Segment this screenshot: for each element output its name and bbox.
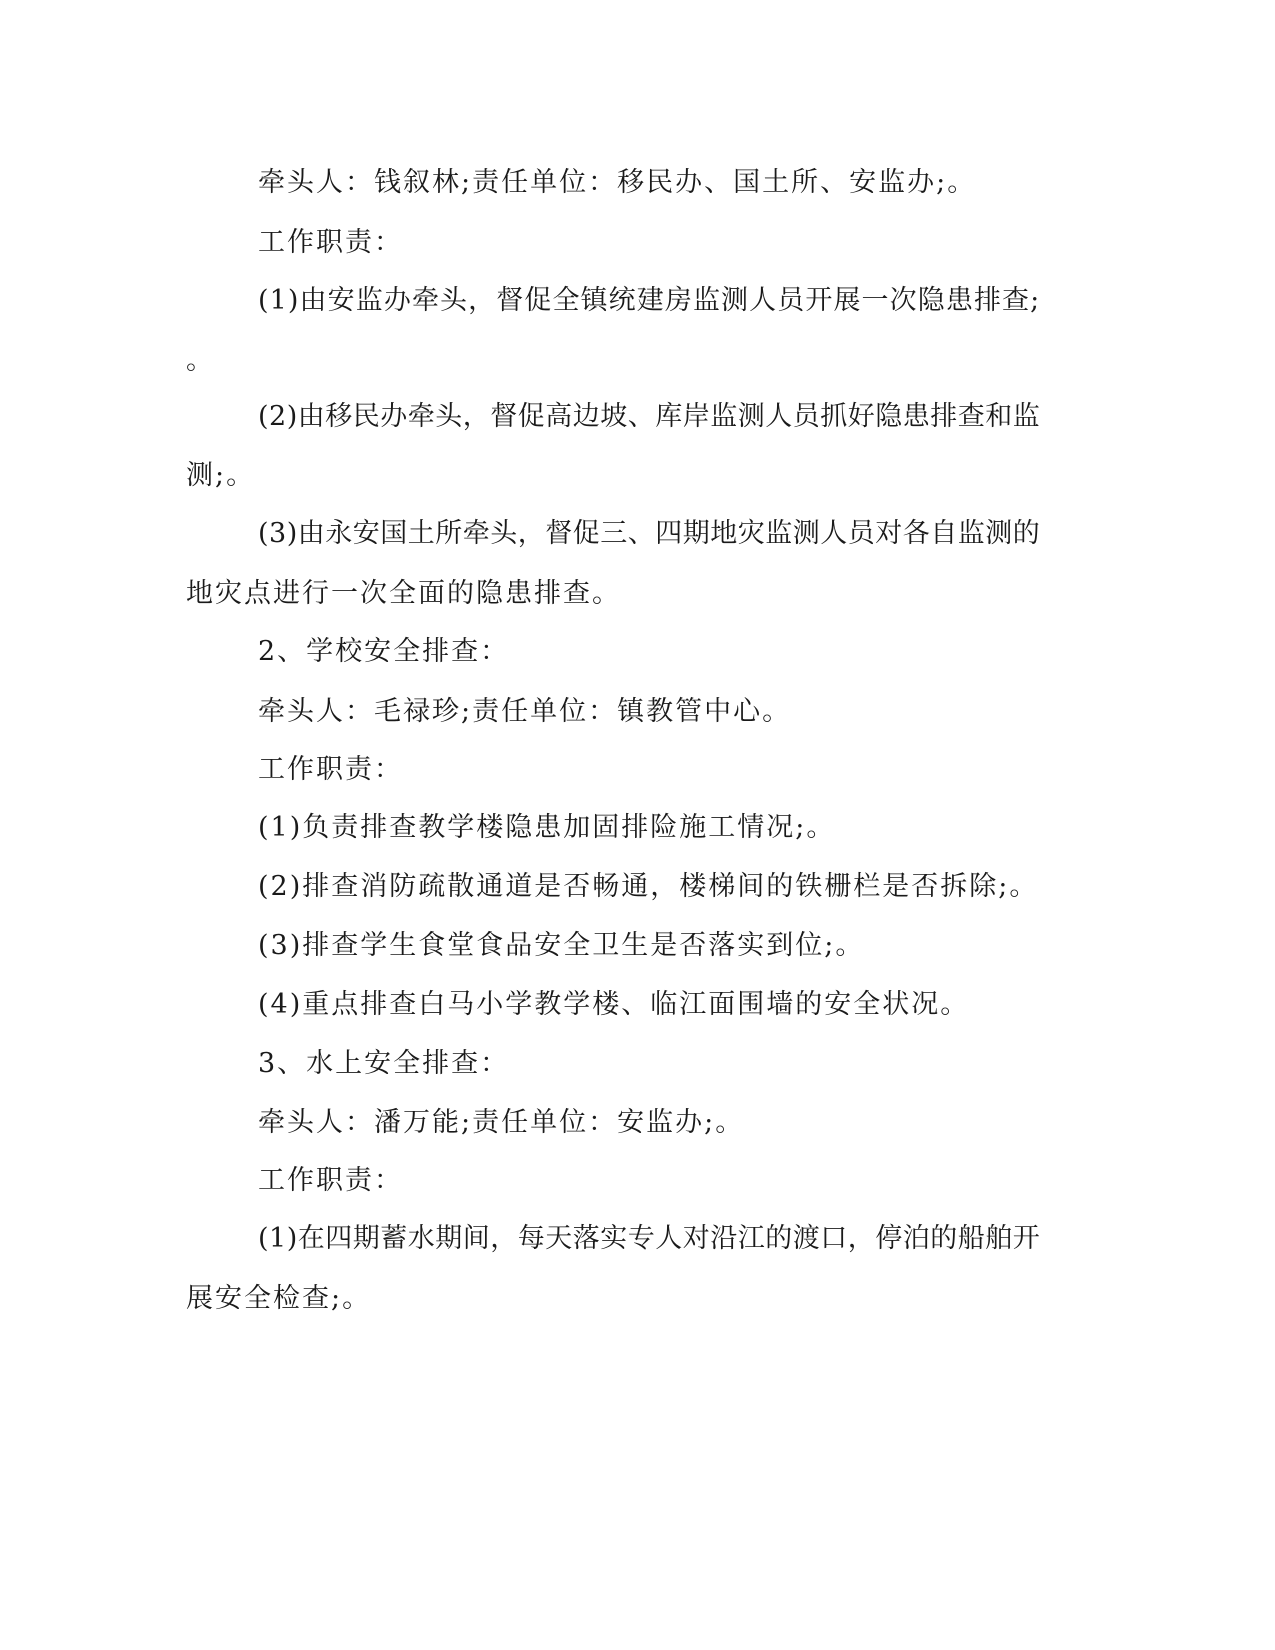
- duty-item-continuation: 测;。: [186, 460, 256, 491]
- lead-person-line: 牵头人：钱叙林;责任单位：移民办、国土所、安监办;。: [258, 167, 977, 198]
- duty-item: (4)重点排查白马小学教学楼、临江面围墙的安全状况。: [258, 989, 970, 1020]
- duty-item: (2)由移民办牵头，督促高边坡、库岸监测人员抓好隐患排查和监: [258, 401, 1041, 432]
- duty-item: (1)负责排查教学楼隐患加固排险施工情况;。: [258, 812, 836, 843]
- duty-item: (1)由安监办牵头，督促全镇统建房监测人员开展一次隐患排查;: [258, 285, 1041, 316]
- duty-item-continuation: 展安全检查;。: [186, 1283, 372, 1314]
- duty-item-continuation: 地灾点进行一次全面的隐患排查。: [186, 578, 621, 609]
- section-heading: 2、学校安全排查：: [258, 636, 510, 667]
- lead-person-line: 牵头人：毛禄珍;责任单位：镇教管中心。: [258, 696, 792, 727]
- duty-item: (3)由永安国土所牵头，督促三、四期地灾监测人员对各自监测的: [258, 518, 1041, 549]
- section-heading: 3、水上安全排查：: [258, 1048, 510, 1079]
- duties-heading: 工作职责：: [258, 754, 403, 785]
- duty-item: (3)排查学生食堂食品安全卫生是否落实到位;。: [258, 930, 865, 961]
- duties-heading: 工作职责：: [258, 227, 403, 258]
- duties-heading: 工作职责：: [258, 1165, 403, 1196]
- lead-person-line: 牵头人：潘万能;责任单位：安监办;。: [258, 1107, 745, 1138]
- duty-item: (2)排查消防疏散通道是否畅通，楼梯间的铁栅栏是否拆除;。: [258, 871, 1039, 902]
- duty-item-continuation: 。: [186, 345, 215, 376]
- duty-item: (1)在四期蓄水期间，每天落实专人对沿江的渡口，停泊的船舶开: [258, 1223, 1041, 1254]
